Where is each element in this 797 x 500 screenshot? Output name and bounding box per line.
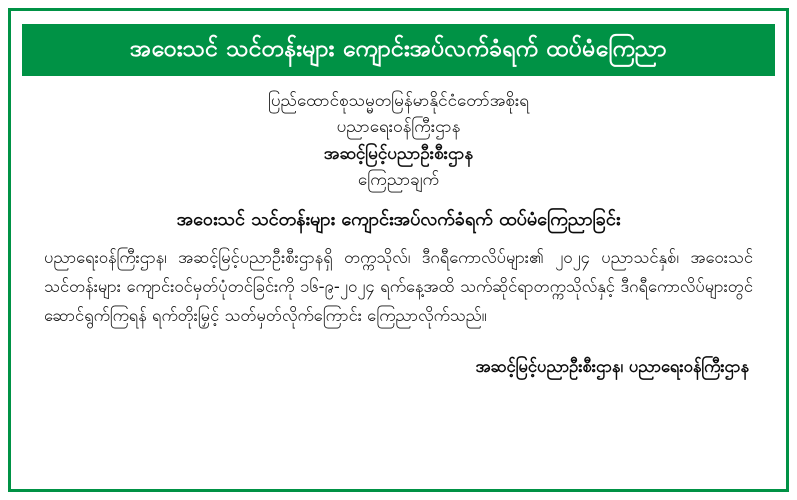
header-banner xyxy=(22,24,775,76)
announcement-body-text: ပညာရေးဝန်ကြီးဌာန၊ အဆင့်မြင့်ပညာဦးစီးဌာနရှိ တက္ကသိုလ်၊ ဒီဂရီကောလိပ်များ၏ ၂၀၂၄ ပညာသင်နှစ်၊ အဝေးသင် သင်တန်းများ ကျောင်းဝင်မှတ်ပုံတင်ခြင်းကို ၁၆-၉-၂၀၂၄ ရက်နေ့အထိ သက်ဆိုင်ရာတက္ကသိုလ်နှင့် ဒီဂရီကောလိပ်များတွင် ဆောင်ရွက်ကြရန် ရက်တိုးမြှင့် သတ်မှတ်လိုက်ကြောင်း ကြေညာလိုက်သည်။ xyxy=(44,248,753,326)
authority-line-1: ပြည်ထောင်စုသမ္မတမြန်မာနိုင်ငံတော်အစိုးရ xyxy=(267,91,530,111)
page-title: အဝေးသင် သင်တန်းများ ကျောင်းအပ်လက်ခံရက် ထပ်မံကြေညာ xyxy=(130,36,667,63)
authority-line-3: အဆင့်မြင့်ပညာဦးစီးဌာန xyxy=(323,143,474,164)
authority-line-4: ကြေညာချက် xyxy=(357,170,440,191)
signature-line: အဆင့်မြင့်ပညာဦးစီးဌာန၊ ပညာရေးဝန်ကြီးဌာန xyxy=(475,357,749,376)
document-body xyxy=(22,88,775,480)
announcement-headline: အဝေးသင် သင်တန်းများ ကျောင်းအပ်လက်ခံရက် ထပ်မံကြေညာခြင်း xyxy=(176,209,621,231)
authority-line-2: ပညာရေးဝန်ကြီးဌာန xyxy=(336,117,461,138)
